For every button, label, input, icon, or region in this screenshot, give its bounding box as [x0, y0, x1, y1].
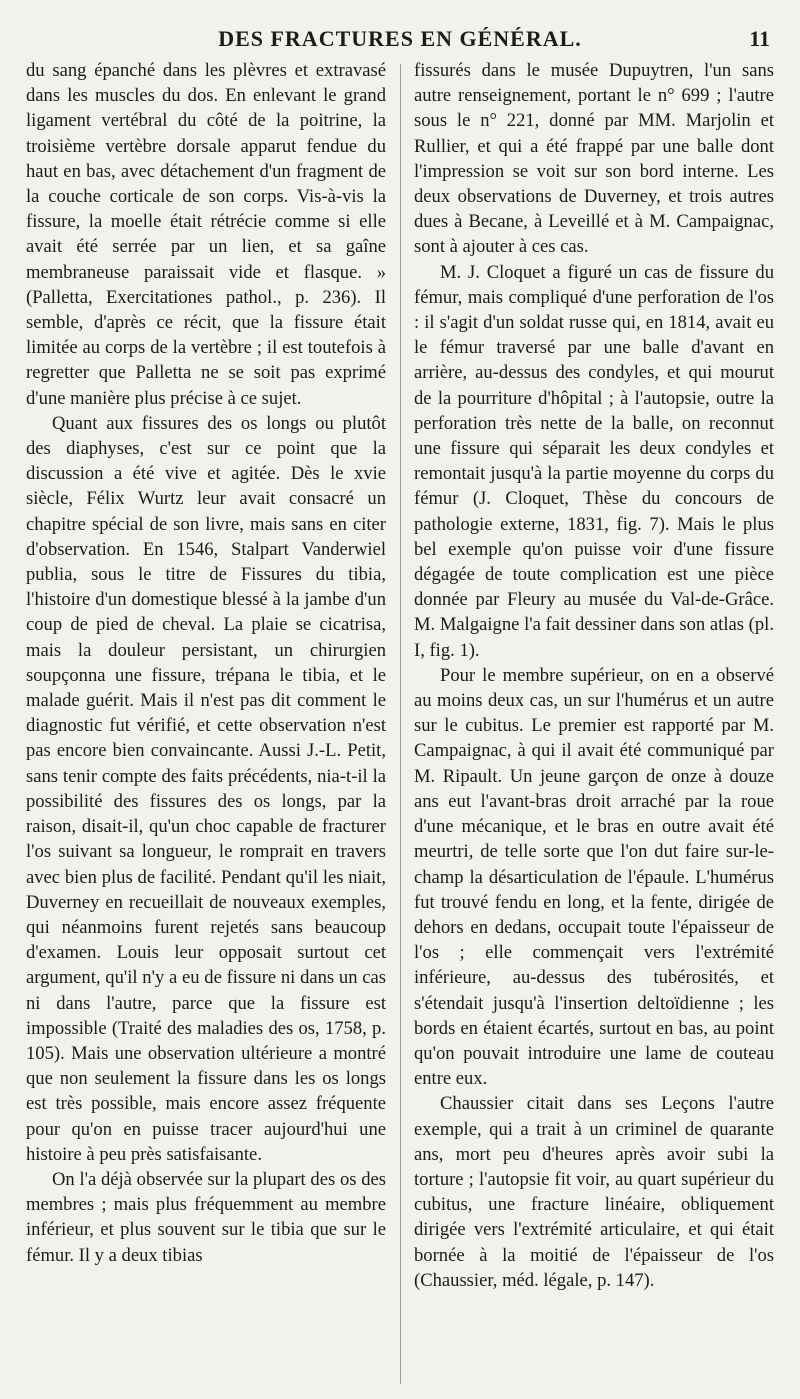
- column-divider: [400, 64, 401, 1384]
- right-column: [414, 58, 774, 1384]
- page-header: [26, 18, 774, 58]
- paragraph: M. J. Cloquet a figuré un cas de fissure du fémur, mais compliqué d'une perforation de l'os : il s'agit d'un soldat russe qui, en 1814, avait eu le fémur traversé par une balle d'avant en arrière, au-dessus des condyles, et qui mourut de la pourriture d'hôpital ; à l'autopsie, outre la perforation très nette de la balle, on reconnut une fissure qui séparait les deux condyles et remontait jusqu'à la partie moyenne du corps du fémur (J. Cloquet, Thèse du concours de pathologie externe, 1831, fig. 7). Mais le plus bel exemple qu'on puisse voir d'une fissure dégagée de toute complication est une pièce donnée par Fleury au musée du Val-de-Grâce. M. Malgaigne l'a fait dessiner dans son atlas (pl. I, fig. 1).: [414, 261, 774, 661]
- paragraph: On l'a déjà observée sur la plupart des os des membres ; mais plus fréquemment au membre inférieur, et plus souvent sur le tibia que sur le fémur. Il y a deux tibias: [26, 1168, 386, 1266]
- page-number: 11: [749, 26, 770, 51]
- running-title: DES FRACTURES EN GÉNÉRAL.: [218, 26, 582, 51]
- text-columns: [26, 58, 774, 1384]
- paragraph: Chaussier citait dans ses Leçons l'autre exemple, qui a trait à un criminel de quarante ans, mort peu d'heures après avoir subi la torture ; l'autopsie fit voir, au quart supérieur du cubitus, une fracture linéaire, obliquement dirigée vers l'extrémité articulaire, et qui était bornée à la moitié de l'épaisseur de l'os (Chaussier, méd. légale, p. 147).: [414, 1093, 774, 1291]
- left-column: [26, 58, 386, 1384]
- paragraph: Pour le membre supérieur, on en a observé au moins deux cas, un sur l'humérus et un autre sur le cubitus. Le premier est rapporté par M. Campaignac, à qui il avait été communiqué par M. Ripault. Un jeune garçon de onze à douze ans eut l'avant-bras droit arraché par la roue d'une mécanique, et le bras en outre avait été meurtri, de telle sorte que l'on dut faire sur-le-champ la désarticulation de l'épaule. L'humérus fut trouvé fendu en long, et la fente, dirigée de dehors en dedans, occupait toute l'épaisseur de l'os ; elle commençait vers l'extrémité inférieure, au-dessus des tubérosités, et s'étendait jusqu'à l'insertion deltoïdienne ; les bords en étaient écartés, surtout en bas, au point qu'on pouvait introduire une lame de couteau entre eux.: [414, 664, 774, 1090]
- paragraph: du sang épanché dans les plèvres et extravasé dans les muscles du dos. En enlevant le grand ligament vertébral du côté de la poitrine, la troisième vertèbre dorsale apparut fendue du haut en bas, avec détachement d'un fragment de la couche corticale de son corps. Vis-à-vis la fissure, la moelle était rétrécie comme si elle avait été serrée par un lien, et sa gaîne membraneuse paraissait vide et flasque. » (Palletta, Exercitationes pathol., p. 236). Il semble, d'après ce récit, que la fissure était limitée au corps de la vertèbre ; il est toutefois à regretter que Palletta ne se soit pas exprimé d'une manière plus précise à ce sujet.: [26, 60, 386, 409]
- paragraph: Quant aux fissures des os longs ou plutôt des diaphyses, c'est sur ce point que la discussion a été vive et agitée. Dès le xvie siècle, Félix Wurtz leur avait consacré un chapitre spécial de son livre, mais sans en citer d'observation. En 1546, Stalpart Vanderwiel publia, sous le titre de Fissures du tibia, l'histoire d'un domestique blessé à la jambe d'un coup de pied de cheval. La plaie se cicatrisa, mais la douleur persistant, un chirurgien soupçonna une fissure, trépana le tibia, et le malade guérit. Mais il n'est pas dit comment le diagnostic fut vérifié, et cette observation n'est pas encore bien convaincante. Aussi J.-L. Petit, sans tenir compte des faits précédents, nia-t-il la possibilité des fissures des os longs, par la raison, disait-il, qu'un choc capable de fracturer l'os suivant sa longueur, le romprait en travers avec bien plus de facilité. Pendant qu'il les niait, Duverney en recueillait de nouveaux exemples, qui néanmoins furent rejetés sans beaucoup d'examen. Louis leur opposait surtout cet argument, qu'il n'y a eu de fissure ni dans un cas ni dans l'autre, parce que la fissure est impossible (Traité des maladies des os, 1758, p. 105). Mais une observation ultérieure a montré que non seulement la fissure dans les os longs est très possible, mais encore assez fréquente pour qu'on en puisse tracer aujourd'hui une histoire à peu près satisfaisante.: [26, 412, 386, 1165]
- paragraph: fissurés dans le musée Dupuytren, l'un sans autre renseignement, portant le n° 699 ; l'autre sous le n° 221, donné par MM. Marjolin et Rullier, et qui a été frappé par une balle dont l'impression se voit sur son bord interne. Les deux observations de Duverney, et trois autres dues à Becane, à Leveillé et à M. Campaignac, sont à ajouter à ces cas.: [414, 60, 774, 258]
